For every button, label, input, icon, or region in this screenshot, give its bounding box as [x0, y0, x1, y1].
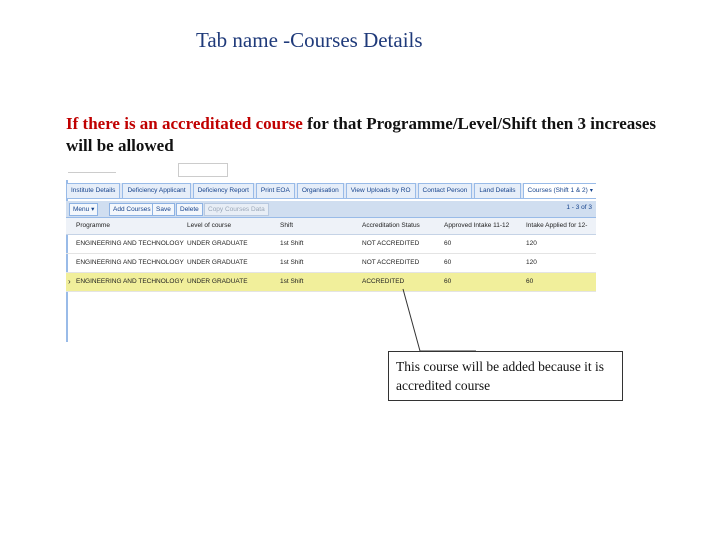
cell-intake-applied: 120 [526, 259, 537, 266]
cell-shift: 1st Shift [280, 240, 304, 247]
cell-programme: ENGINEERING AND TECHNOLOGY [76, 278, 184, 285]
cell-level: UNDER GRADUATE [187, 278, 248, 285]
pager-info: 1 - 3 of 3 [566, 204, 592, 211]
tab-deficiency-applicant[interactable]: Deficiency Applicant [122, 183, 190, 198]
cell-shift: 1st Shift [280, 278, 304, 285]
tab-land-details[interactable]: Land Details [474, 183, 520, 198]
tab-institute-details[interactable]: Institute Details [66, 183, 120, 198]
delete-button[interactable]: Delete [176, 203, 203, 216]
cell-programme: ENGINEERING AND TECHNOLOGY [76, 259, 184, 266]
chevron-down-icon[interactable]: ▾ [589, 188, 593, 194]
cell-level: UNDER GRADUATE [187, 240, 248, 247]
tab-courses-label: Courses (Shift 1 & 2) [527, 187, 588, 194]
chevron-down-icon: ▾ [89, 206, 95, 213]
column-header-accreditation[interactable]: Accreditation Status [362, 222, 420, 229]
column-header-level[interactable]: Level of course [187, 222, 232, 229]
row-pointer-icon: › [68, 277, 71, 286]
slide-title: Tab name -Courses Details [196, 28, 423, 52]
column-header-intake-applied[interactable]: Intake Applied for 12- [526, 222, 588, 229]
tab-contact-person[interactable]: Contact Person [418, 183, 473, 198]
cell-approved-intake: 60 [444, 259, 452, 266]
callout-pointer-line [403, 289, 476, 351]
cell-shift: 1st Shift [280, 259, 304, 266]
cell-accreditation: NOT ACCREDITED [362, 259, 420, 266]
cell-approved-intake: 60 [444, 278, 452, 285]
column-header-programme[interactable]: Programme [76, 222, 110, 229]
cell-accreditation: NOT ACCREDITED [362, 240, 420, 247]
cell-level: UNDER GRADUATE [187, 259, 248, 266]
tab-view-uploads[interactable]: View Uploads by RO [346, 183, 416, 198]
description-rest: for that Programme/Level/Shift then 3 increases will be allowed [66, 114, 657, 155]
save-button[interactable]: Save [152, 203, 175, 216]
column-header-approved-intake[interactable]: Approved Intake 11-12 [444, 222, 510, 229]
tab-deficiency-report[interactable]: Deficiency Report [193, 183, 254, 198]
cell-programme: ENGINEERING AND TECHNOLOGY [76, 240, 184, 247]
column-header-shift[interactable]: Shift [280, 222, 294, 229]
menu-button-label: Menu [73, 206, 90, 213]
cell-approved-intake: 60 [444, 240, 452, 247]
add-courses-button[interactable]: Add Courses [109, 203, 155, 216]
copy-courses-button[interactable]: Copy Courses Data [204, 203, 269, 216]
callout-box: This course will be added because it is accredited course [388, 351, 623, 401]
tab-print-eoa[interactable]: Print EOA [256, 183, 295, 198]
cell-intake-applied: 60 [526, 278, 534, 285]
cell-accreditation: ACCREDITED [362, 278, 405, 285]
description-highlight: If there is an accreditated course [66, 114, 303, 133]
cell-intake-applied: 120 [526, 240, 537, 247]
tab-organisation[interactable]: Organisation [297, 183, 344, 198]
